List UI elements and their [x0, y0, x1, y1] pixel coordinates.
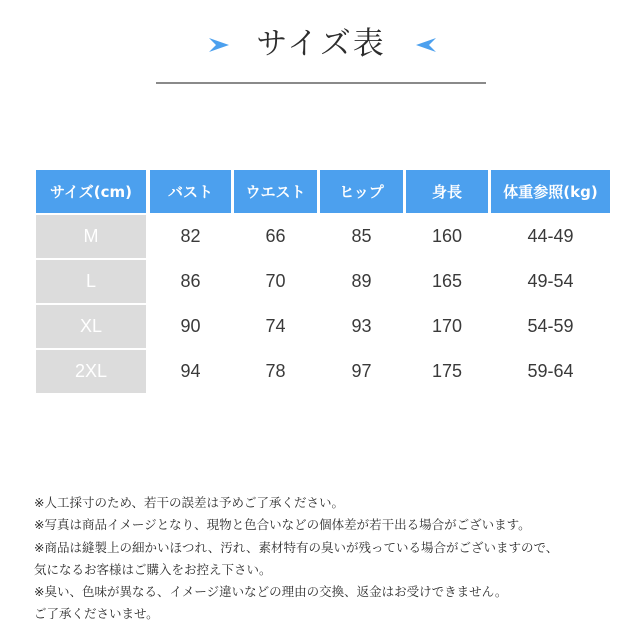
table-cell: 54-59 [491, 305, 610, 348]
table-cell: 165 [406, 260, 488, 303]
column-header: ヒップ [320, 170, 403, 213]
table-cell: 175 [406, 350, 488, 393]
table-cell: 44-49 [491, 215, 610, 258]
column-header: 体重参照(kg) [491, 170, 610, 213]
table-cell: 93 [320, 305, 403, 348]
column-header: サイズ(cm) [36, 170, 146, 213]
chevron-left-icon [408, 34, 438, 56]
title-divider [156, 82, 486, 84]
table-cell: 170 [406, 305, 488, 348]
table-cell: 78 [234, 350, 317, 393]
size-label-cell: L [36, 260, 146, 303]
table-cell: 85 [320, 215, 403, 258]
table-cell: 94 [150, 350, 231, 393]
chevron-right-icon [207, 34, 237, 56]
size-table [36, 170, 610, 394]
page-title: サイズ表 [256, 26, 386, 62]
size-label-cell: XL [36, 305, 146, 348]
table-cell: 97 [320, 350, 403, 393]
table-cell: 74 [234, 305, 317, 348]
table-cell: 59-64 [491, 350, 610, 393]
column-header: バスト [150, 170, 231, 213]
column-header: 身長 [406, 170, 488, 213]
column-header: ウエスト [234, 170, 317, 213]
note-line: ※臭い、色味が異なる、イメージ違いなどの理由の交換、返金はお受けできません。 [34, 584, 508, 600]
table-cell: 82 [150, 215, 231, 258]
table-cell: 49-54 [491, 260, 610, 303]
size-label-cell: 2XL [36, 350, 146, 393]
note-line: 気になるお客様はご購入をお控え下さい。 [34, 561, 272, 577]
table-cell: 160 [406, 215, 488, 258]
table-cell: 66 [234, 215, 317, 258]
note-line: ※商品は縫製上の細かいほつれ、汚れ、素材特有の臭いが残っている場合がございますので、 [34, 539, 559, 555]
note-line: ※写真は商品イメージとなり、現物と色合いなどの個体差が若干出る場合がございます。 [34, 517, 531, 533]
notes [34, 492, 624, 626]
note-line: ご了承くださいませ。 [34, 606, 159, 622]
header [0, 22, 640, 70]
table-cell: 70 [234, 260, 317, 303]
note-line: ※人工採寸のため、若干の誤差は予めご了承ください。 [34, 495, 344, 510]
table-cell: 86 [150, 260, 231, 303]
table-cell: 90 [150, 305, 231, 348]
table-cell: 89 [320, 260, 403, 303]
size-label-cell: M [36, 215, 146, 258]
